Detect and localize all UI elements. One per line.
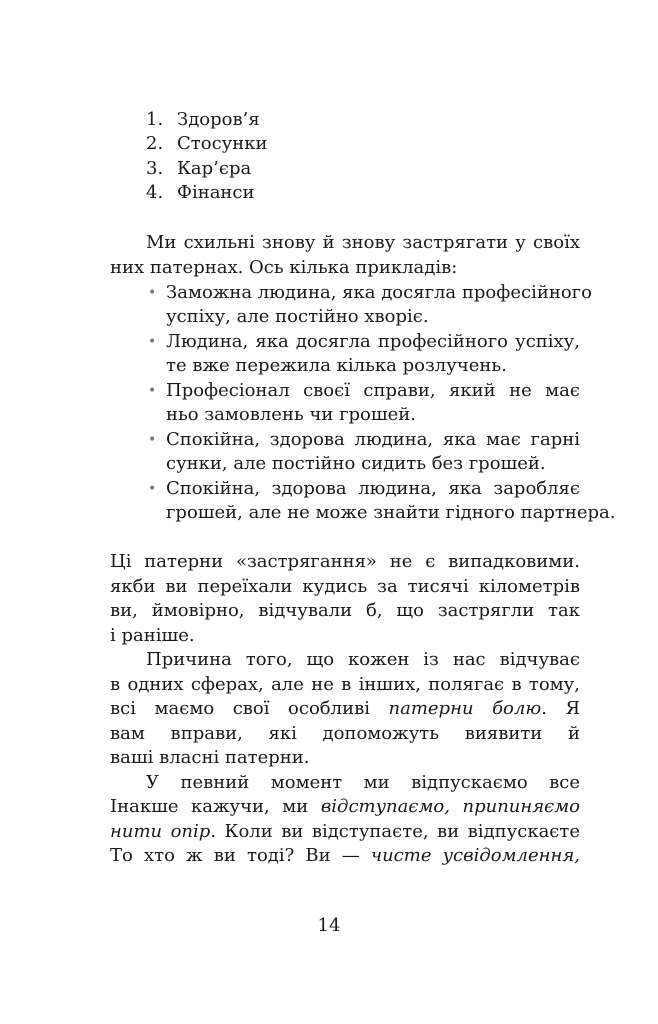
list-number: 1. [146,109,164,130]
bullet-line: Спокійна, здорова людина, яка має гарні [166,429,580,450]
text-line: Причина того, що кожен із нас відчуває [146,649,580,670]
bullet-line: Заможна людина, яка досягла професійного [166,282,592,303]
list-item: Фінанси [177,182,255,203]
text-line: них патернах. Ось кілька прикладів: [110,257,458,278]
emphasis-text: нити опір [110,821,211,842]
list-item: Кар’єра [177,158,252,179]
text-line: Ці патерни «застрягання» не є випадковими. [110,551,580,572]
text-line [110,844,580,868]
bullet-line: Людина, яка досягла професійного успіху, [166,331,580,352]
bullet-icon: • [148,285,157,301]
bullet-line: Спокійна, здорова людина, яка заробляє [166,478,580,499]
text-line: ви, ймовірно, відчували б, що застрягли так [110,600,580,621]
bullet-line: успіху, але постійно хворіє. [166,306,429,327]
list-item: Стосунки [177,133,268,154]
text-line [110,697,580,721]
bullet-line: Професіонал своєї справи, який не має [166,380,580,401]
bullet-line: грошей, але не може знайти гідного партнера. [166,502,616,523]
list-number: 4. [146,182,164,203]
emphasis-text: чисте усвідомлення, [370,845,580,866]
text-segment: . Я [541,698,580,719]
bullet-icon: • [148,334,157,350]
bullet-line: ньо замовлень чи грошей. [166,404,416,425]
text-line: вам вправи, які допоможуть виявити й [110,723,580,744]
text-segment: Інакше кажучи, ми [110,796,321,817]
bullet-icon: • [148,481,157,497]
list-number: 3. [146,158,164,179]
text-line: в одних сферах, але не в інших, полягає в тому, [110,674,580,695]
text-line: ваші власні патерни. [110,747,310,768]
list-number: 2. [146,133,164,154]
text-line: Ми схильні знову й знову застрягати у своїх [146,232,580,253]
page-number: 14 [317,915,341,936]
text-line [110,795,580,819]
emphasis-text: патерни болю [388,698,542,719]
list-item: Здоров’я [177,109,260,130]
text-segment: всі маємо свої особливі [110,698,389,719]
text-line [110,820,580,844]
text-segment: . Коли ви відступаєте, ви відпускаєте [210,821,580,842]
text-segment: То хто ж ви тоді? Ви — [110,845,371,866]
bullet-line: те вже пережила кілька розлучень. [166,355,507,376]
emphasis-text: відступаємо, припиняємо [320,796,580,817]
text-line: і раніше. [110,625,195,646]
bullet-icon: • [148,383,157,399]
text-line: У певний момент ми відпускаємо все [146,772,580,793]
text-line: якби ви переїхали кудись за тисячі кілометрів [110,576,580,597]
bullet-icon: • [148,432,157,448]
bullet-line: сунки, але постійно сидить без грошей. [166,453,546,474]
